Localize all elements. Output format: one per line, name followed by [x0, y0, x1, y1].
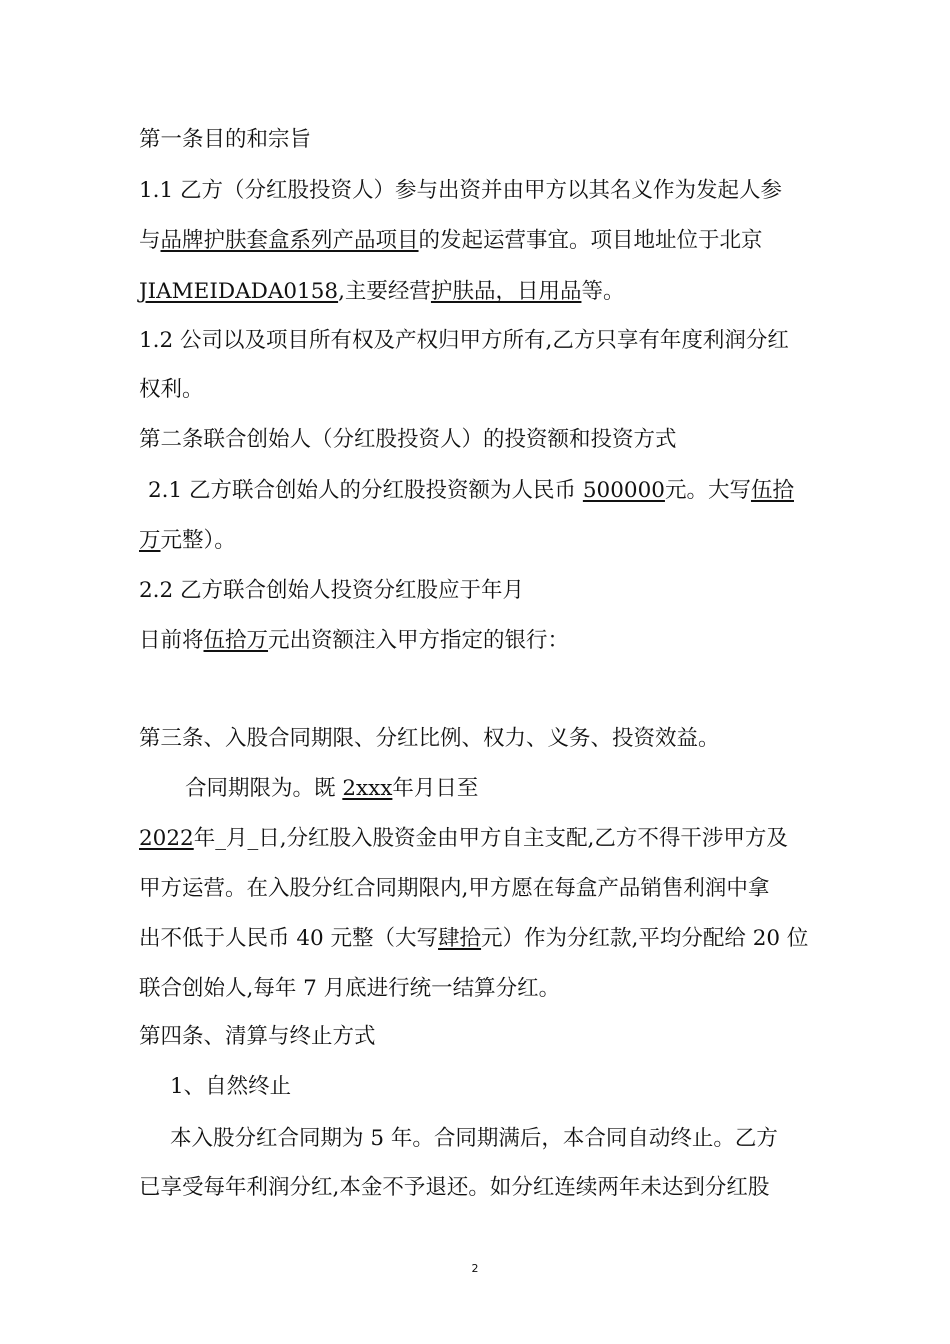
- project-name: 品牌护肤套盒系列产品项目: [160, 228, 419, 253]
- text: 出不低于人民币 40 元整（大写: [139, 926, 439, 951]
- clause-1-2-line-2: 权利。: [139, 377, 204, 402]
- page-number: 2: [471, 1262, 479, 1275]
- text: 元出资额注入甲方指定的银行：: [268, 628, 570, 653]
- article-3-title: 第三条、入股合同期限、分红比例、权力、义务、投资效益。: [139, 726, 720, 751]
- clause-2-2-line-1: 2.2 乙方联合创始人投资分红股应于年月: [139, 578, 525, 603]
- end-year: 2022: [139, 826, 194, 851]
- article-3-line-3: 甲方运营。在入股分红合同期限内,甲方愿在每盒产品销售利润中拿: [139, 876, 770, 901]
- clause-2-1-line-2: [139, 526, 236, 556]
- article-3-line-4: [139, 924, 808, 954]
- article-3-line-2: [139, 824, 788, 854]
- article-4-title: 第四条、清算与终止方式: [139, 1024, 376, 1049]
- article-3-line-1: [185, 774, 478, 804]
- clause-1-1-line-3: [139, 277, 624, 307]
- clause-1-1-line-2: [139, 226, 763, 256]
- clause-1-1-line-1: 1.1 乙方（分红股投资人）参与出资并由甲方以其名义作为发起人参: [139, 178, 783, 203]
- business-scope: 护肤品，日用品: [430, 279, 582, 304]
- clause-2-2-line-2: [139, 626, 569, 656]
- investment-amount: 500000: [582, 478, 665, 503]
- clause-2-1-line-1: [148, 476, 794, 506]
- text: 年_月_日,分红股入股资金由甲方自主支配,乙方不得干涉甲方及: [193, 826, 788, 851]
- text: 日前将: [139, 628, 204, 653]
- text: 年月日至: [392, 776, 479, 801]
- article-4-line-2: 已享受每年利润分红,本金不予退还。如分红连续两年未达到分红股: [139, 1175, 770, 1200]
- article-4-subtitle: 1、自然终止: [170, 1074, 292, 1099]
- text: 元）作为分红款,平均分配给 20 位: [481, 926, 809, 951]
- text: 2.1 乙方联合创始人的分红股投资额为人民币: [148, 478, 583, 503]
- article-2-title: 第二条联合创始人（分红股投资人）的投资额和投资方式: [139, 427, 677, 452]
- text: 合同期限为。既: [185, 776, 343, 801]
- article-4-line-1: 本入股分红合同期为 5 年。合同期满后，本合同自动终止。乙方: [170, 1126, 778, 1151]
- article-1-title: 第一条目的和宗旨: [139, 127, 312, 152]
- start-year: 2xxx: [342, 776, 393, 801]
- text: 元。大写: [664, 478, 751, 503]
- clause-1-2-line-1: 1.2 公司以及项目所有权及产权归甲方所有,乙方只享有年度利润分红: [139, 328, 789, 353]
- amount-in-words: 伍拾: [750, 478, 794, 503]
- text: 的发起运营事宜。项目地址位于北京: [418, 228, 763, 253]
- text: 等。: [581, 279, 625, 304]
- text: ,主要经营: [338, 279, 431, 304]
- article-3-line-5: 联合创始人,每年 7 月底进行统一结算分红。: [139, 976, 561, 1001]
- project-address: JIAMEIDADA0158: [139, 279, 339, 304]
- amount-in-words: 万: [139, 528, 161, 553]
- text: 元整）。: [160, 528, 236, 553]
- text: 与: [139, 228, 161, 253]
- dividend-in-words: 肆拾: [438, 926, 482, 951]
- deposit-amount: 伍拾万: [203, 628, 269, 653]
